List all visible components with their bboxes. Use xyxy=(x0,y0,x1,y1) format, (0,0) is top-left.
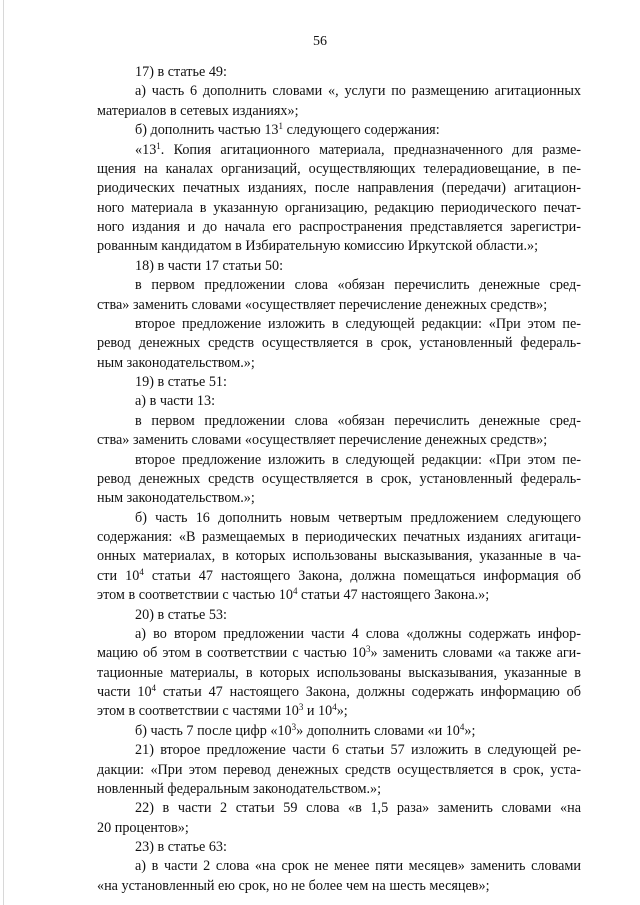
text-line: 20) в статье 53: xyxy=(135,606,227,623)
text-line: б) часть 16 дополнить новым четвертым предложением следующего xyxy=(135,509,581,526)
text-line: ным законодательством.»; xyxy=(97,354,255,371)
text-line: 19) в статье 51: xyxy=(135,374,227,390)
text-line: б) часть 7 после цифр «$10^3$» дополнить словами «и $10^4$»; xyxy=(135,721,476,739)
text-line: 17) в статье 49: xyxy=(135,64,227,80)
text-line: этом в соответствии с частью $10^4$ статьи 47 настоящего Закона.»; xyxy=(97,586,490,604)
text-line: сти $10^4$ статьи 47 настоящего Закона, должна помещаться информация об xyxy=(97,566,581,584)
text-line: второе предложение изложить в следующей редакции: «При этом пе- xyxy=(135,315,581,332)
text-line: «на установленный ею срок, но не более чем на шесть месяцев»; xyxy=(97,877,490,894)
text-line: а) в части 2 слова «на срок не менее пяти месяцев» заменить словами xyxy=(135,858,581,875)
text-line: 21) второе предложение части 6 статьи 57 изложить в следующей ре- xyxy=(135,742,581,759)
text-line: рованным кандидатом в Избирательную комиссию Иркутской области.»; xyxy=(97,238,539,255)
text-line: 18) в части 17 статьи 50: xyxy=(135,257,284,274)
text-line: ревод денежных средств осуществляется в срок, установленный федераль- xyxy=(97,470,581,487)
text-line: в первом предложении слова «обязан перечислить денежные сред- xyxy=(135,277,581,294)
text-line: ным законодательством.»; xyxy=(97,490,255,507)
scan-edge-line xyxy=(3,0,4,905)
text-line: «$13^1$. Копия агитационного материала, предназначенного для разме- xyxy=(135,140,581,158)
text-line: ства» заменить словами «осуществляет перечисление денежных средств»; xyxy=(97,296,548,313)
page-number: 56 xyxy=(313,34,327,49)
text-line: второе предложение изложить в следующей редакции: «При этом пе- xyxy=(135,451,581,468)
text-line: тационные материалы, в которых использованы высказывания, указанные в xyxy=(97,664,581,681)
text-line: материалов в сетевых изданиях»; xyxy=(97,102,299,119)
text-line: риодических печатных изданиях, после направления (передачи) агитацион- xyxy=(97,180,581,197)
text-line: дакции: «При этом перевод денежных средств осуществляется в срок, уста- xyxy=(97,761,581,778)
text-line: а) часть 6 дополнить словами «, услуги по размещению агитационных xyxy=(135,83,581,100)
text-line: этом в соответствии с частями $10^3$ и $10^4$»; xyxy=(97,702,348,720)
text-line: а) в части 13: xyxy=(135,393,216,410)
text-line: ревод денежных средств осуществляется в срок, установленный федераль- xyxy=(97,335,581,352)
text-line: а) во втором предложении части 4 слова «должны содержать инфор- xyxy=(135,625,581,642)
text-line: 22) в части 2 статьи 59 слова «в 1,5 раза» заменить словами «на xyxy=(135,800,581,817)
text-line: ства» заменить словами «осуществляет перечисление денежных средств»; xyxy=(97,432,548,449)
text-line: 23) в статье 63: xyxy=(135,839,227,855)
text-line: щения на каналах организаций, осуществляющих телерадиовещание, в пе- xyxy=(97,160,581,177)
text-line: ного издания и до начала его распространения представляется зарегистри- xyxy=(97,219,581,235)
text-line: б) дополнить частью $13^1$ следующего содержания: xyxy=(135,121,440,139)
text-line: содержания: «В размещаемых в периодических печатных изданиях агитаци- xyxy=(97,529,581,545)
document-body xyxy=(97,63,581,896)
text-line: части $10^4$ статьи 47 настоящего Закона, должны содержать информацию об xyxy=(97,683,581,700)
text-line: 20 процентов»; xyxy=(97,819,189,836)
text-line: в первом предложении слова «обязан перечислить денежные сред- xyxy=(135,412,581,429)
text-line: ного материала в указанную организацию, редакцию периодического печат- xyxy=(97,199,581,216)
text-line: онных материалах, в которых использованы высказывания, указанные в ча- xyxy=(97,548,581,565)
text-line: мацию об этом в соответствии с частью $10^3$» заменить словами «а также аги- xyxy=(97,644,581,662)
text-line: новленный федеральным законодательством.»; xyxy=(97,780,382,797)
